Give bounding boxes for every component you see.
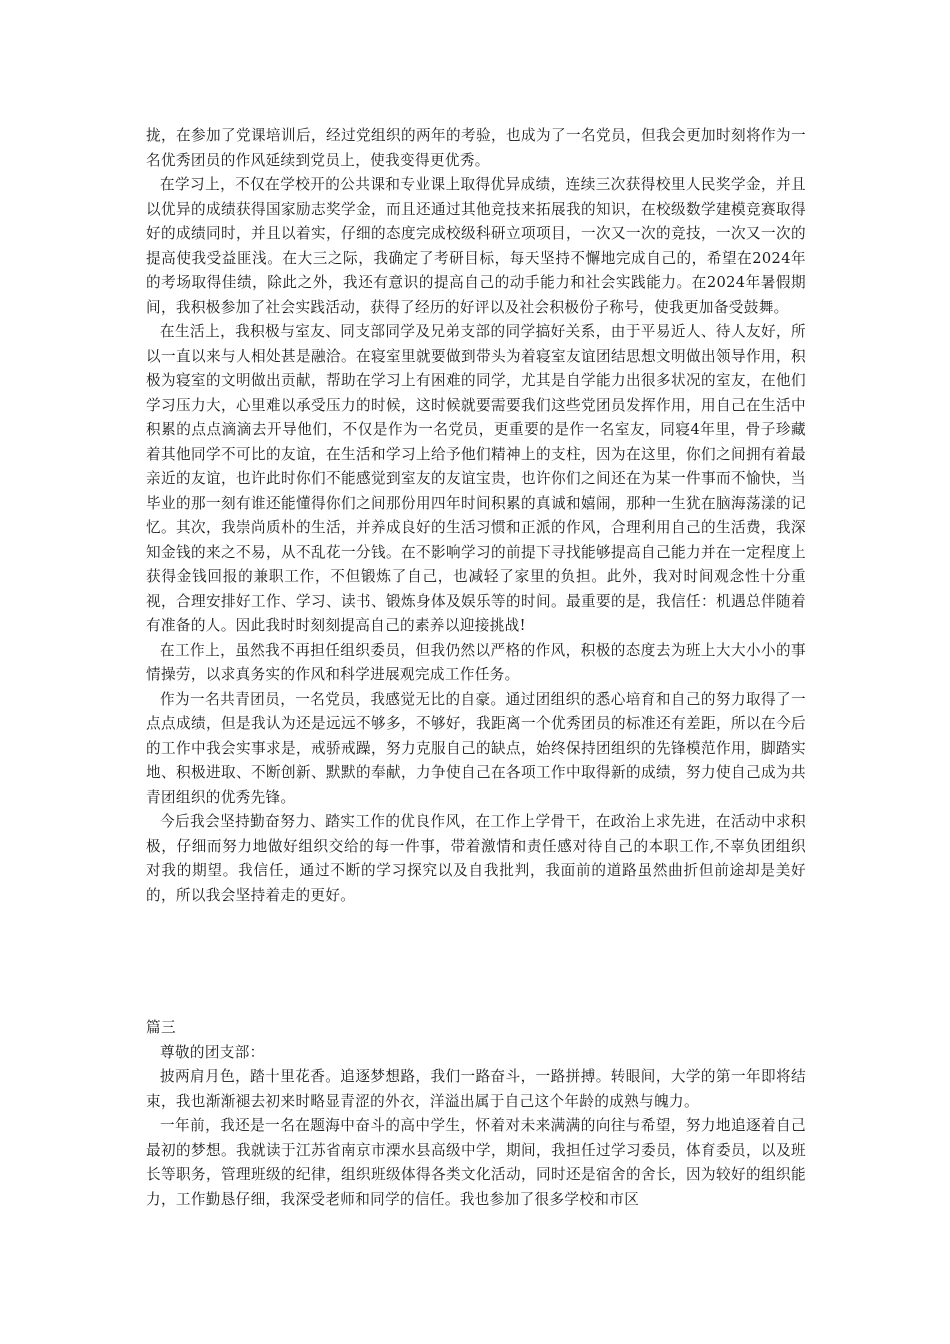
paragraph-life: 在生活上，我积极与室友、同支部同学及兄弟支部的同学搞好关系，由于平易近人、待人友好，所以一直以来与人相处甚是融洽。在寝室里就要做到带头为着寝室友谊团结思想文明做出领导作用，积极为寝室的文明做出贡献，帮助在学习上有困难的同学，尤其是自学能力出很多状况的室友，在他们学习压力大，心里难以承受压力的时候，这时候就要需要我们这些党团员发挥作用，用自己在生活中积累的点点滴滴去开导他们，不仅是作为一名党员，更重要的是作一名室友，同寝4年里，骨子珍藏着其他同学不可比的友谊，在生活和学习上给予他们精神上的支柱，因为在这里，你们之间拥有着最亲近的友谊，也许此时你们不能感觉到室友的友谊宝贵，也许你们之间还在为某一件事而不愉快，当毕业的那一刻有谁还能懂得你们之间那份用四年时间积累的真诚和嬉闹，那种一生犹在脑海荡漾的记忆。其次，我崇尚质朴的生活，并养成良好的生活习惯和正派的作风，合理利用自己的生活费，我深知金钱的来之不易，从不乱花一分钱。在不影响学习的前提下寻找能够提高自己能力并在一定程度上获得金钱回报的兼职工作，不但锻炼了自己，也减轻了家里的负担。此外，我对时间观念性十分重视，合理安排好工作、学习、读书、锻炼身体及娱乐等的时间。最重要的是，我信任：机遇总伴随着有准备的人。因此我时时刻刻提高自己的素养以迎接挑战! — [146, 323, 806, 634]
paragraph-work: 在工作上，虽然我不再担任组织委员，但我仍然以严格的作风，积极的态度去为班上大大小小的事情操劳，以求真务实的作风和科学进展观完成工作任务。 — [146, 641, 806, 683]
document-body-part-1 — [146, 124, 806, 908]
paragraph-league-member: 作为一名共青团员，一名党员，我感觉无比的自豪。通过团组织的悉心培育和自己的努力取得了一点点成绩，但是我认为还是远远不够多，不够好，我距离一个优秀团员的标准还有差距，所以在今后的工作中我会实事求是，戒骄戒躁，努力克服自己的缺点，始终保持团组织的先锋模范作用，脚踏实地、积极进取、不断创新、默默的奉献，力争使自己在各项工作中取得新的成绩，努力使自己成为共青团组织的优秀先锋。 — [146, 690, 806, 806]
paragraph-continuation: 拢，在参加了党课培训后，经过党组织的两年的考验，也成为了一名党员，但我会更加时刻将作为一名优秀团员的作风延续到党员上，使我变得更优秀。 — [146, 127, 806, 169]
paragraph-future: 今后我会坚持勤奋努力、踏实工作的优良作风，在工作上学骨干，在政治上求先进，在活动中求积极，仔细而努力地做好组织交给的每一件事，带着激情和责任感对待自己的本职工作,不辜负团组织对我的期望。我信任，通过不断的学习探究以及自我批判，我面前的道路虽然曲折但前途却是美好的，所以我会坚持着走的更好。 — [146, 813, 806, 904]
paragraph-high-school: 一年前，我还是一名在题海中奋斗的高中学生，怀着对未来满满的向往与希望，努力地追逐着自己最初的梦想。我就读于江苏省南京市溧水县高级中学，期间，我担任过学习委员，体育委员，以及班长等职务，管理班级的纪律，组织班级体得各类文化活动，同时还是宿舍的舍长，因为较好的组织能力，工作勤恳仔细，我深受老师和同学的信任。我也参加了很多学校和市区 — [146, 1117, 806, 1208]
section-title: 篇三 — [146, 1019, 176, 1036]
paragraph-opening: 披两肩月色，踏十里花香。追逐梦想路，我们一路奋斗，一路拼搏。转眼间，大学的第一年即将结束，我也渐渐褪去初来时略显青涩的外衣，洋溢出属于自己这个年龄的成熟与魄力。 — [146, 1068, 806, 1110]
salutation: 尊敬的团支部： — [160, 1043, 265, 1061]
paragraph-study: 在学习上，不仅在学校开的公共课和专业课上取得优异成绩，连续三次获得校里人民奖学金，并且以优异的成绩获得国家励志奖学金，而且还通过其他竞技来拓展我的知识，在校级数学建模竞赛取得好的成绩同时，并且以着实，仔细的态度完成校级科研立项项目，一次又一次的竞技，一次又一次的提高使我受益匪浅。在大三之际，我确定了考研目标，每天坚持不懈地完成自己的，希望在2024年的考场取得佳绩，除此之外，我还有意识的提高自己的动手能力和社会实践能力。在2024年暑假期间，我积极参加了社会实践活动，获得了经历的好评以及社会积极份子称号，使我更加备受鼓舞。 — [146, 176, 806, 316]
document-body-part-2 — [146, 1016, 806, 1212]
